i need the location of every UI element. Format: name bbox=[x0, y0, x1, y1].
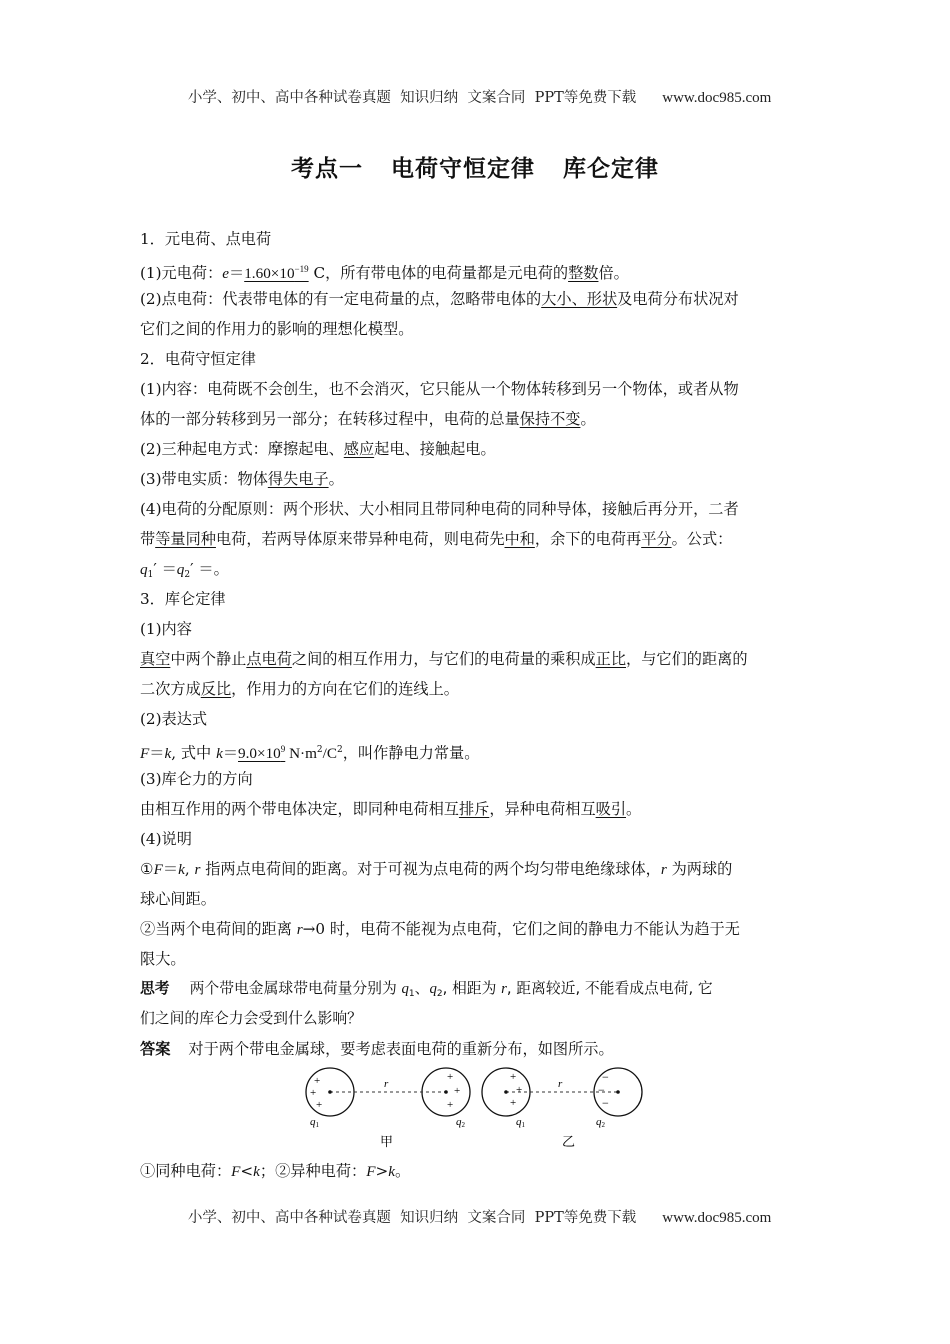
s1-p1-unit: C，所有带电体的电荷量都是元电荷的 bbox=[308, 264, 569, 282]
s3-c1-line2 bbox=[140, 678, 812, 700]
s3-c1-u4: 反比 bbox=[200, 680, 232, 698]
title-part1: 考点一 bbox=[291, 156, 363, 182]
s1-p1-eq: ＝ bbox=[229, 264, 245, 282]
answer-final-a: ①同种电荷： bbox=[140, 1162, 232, 1180]
distance-label: r bbox=[558, 1078, 563, 1090]
s3-c4-2b: 0 时，电荷不能视为点电荷，它们之间的静电力不能认为趋于无 bbox=[315, 920, 740, 938]
s3-c1-d: 二次方成 bbox=[140, 680, 201, 698]
s3-c4-1d: 为两球的 bbox=[666, 860, 733, 878]
s2-p4-underlined2: 中和 bbox=[504, 530, 535, 548]
minus-sign: − bbox=[602, 1096, 609, 1110]
s3-c2-val: 9.0×10 bbox=[238, 745, 281, 762]
s3-c2-heading: (2)表达式 bbox=[140, 710, 208, 728]
s3-c4-2r: r bbox=[296, 921, 303, 938]
s3-c4-F: F bbox=[153, 861, 163, 878]
s3-c3-heading: (3)库仑力的方向 bbox=[140, 770, 253, 788]
s3-c2-eq: ＝ bbox=[149, 744, 165, 762]
minus-sign: − bbox=[598, 1083, 605, 1097]
header-site-link[interactable]: www.doc985.com bbox=[662, 90, 772, 106]
s3-c4-r: r bbox=[194, 861, 201, 878]
answer-line bbox=[140, 1038, 812, 1060]
s3-c4-k: k bbox=[178, 861, 185, 878]
page-title bbox=[0, 150, 950, 183]
think-s1: 1 bbox=[408, 989, 415, 999]
think-line2: 们之间的库仑力会受到什么影响？ bbox=[140, 1010, 362, 1027]
think-c: , 相距为 bbox=[442, 980, 502, 997]
think-line1 bbox=[140, 978, 812, 1005]
s2-p3-pre: (3)带电实质：物体 bbox=[140, 470, 268, 488]
answer-k1: k bbox=[253, 1163, 260, 1180]
s3-c2-eq2: ＝ bbox=[222, 744, 239, 762]
title-part3: 库仑定律 bbox=[563, 156, 659, 182]
s1-p2-underlined: 大小、形状 bbox=[541, 290, 618, 308]
s2-p2-pre: (2)三种起电方式：摩擦起电、 bbox=[140, 440, 344, 458]
plus-sign: + bbox=[314, 1075, 321, 1087]
distance-label: r bbox=[384, 1078, 389, 1090]
s2-p3 bbox=[140, 468, 812, 490]
answer-final bbox=[140, 1160, 812, 1183]
s2-p1-pre: 体的一部分转移到另一部分；在转移过程中，电荷的总量 bbox=[140, 410, 520, 428]
s2-p4-d: 。公式： bbox=[671, 530, 733, 548]
think-d: , 距离较近, 不能看成点电荷, 它 bbox=[506, 980, 713, 997]
section2-heading: 2．电荷守恒定律 bbox=[140, 350, 256, 368]
s3-c2-unit: N·m bbox=[285, 745, 317, 762]
s2-p1-line2 bbox=[140, 408, 812, 430]
s2-p4-c: ，余下的电荷再 bbox=[534, 530, 642, 548]
page-footer bbox=[0, 1190, 950, 1227]
s2-p1-underlined: 保持不变 bbox=[519, 410, 581, 428]
think-q2: q bbox=[429, 981, 437, 997]
s3-c1-c: ，与它们的距离的 bbox=[626, 650, 748, 668]
title-part2: 电荷守恒定律 bbox=[391, 156, 535, 182]
s3-c1-e: ，作用力的方向在它们的连线上。 bbox=[231, 680, 459, 698]
s3-c3-c: 。 bbox=[626, 800, 642, 818]
answer-lt: < bbox=[240, 1162, 254, 1180]
plus-sign: + bbox=[516, 1084, 523, 1096]
s2-p4-q1: q bbox=[140, 561, 148, 578]
s1-p1 bbox=[140, 258, 812, 285]
s3-c2-sq: 2 bbox=[316, 745, 323, 755]
plus-sign: + bbox=[510, 1071, 517, 1083]
s3-c3-u1: 排斥 bbox=[458, 800, 490, 818]
s3-c4-1a: ① bbox=[140, 860, 154, 878]
s2-p4-end: ′ ＝。 bbox=[190, 560, 229, 578]
label-q2: q2 bbox=[456, 1116, 465, 1129]
s1-p1-pre: (1)元电荷： bbox=[140, 264, 223, 282]
s3-c4-line1 bbox=[140, 858, 812, 881]
s3-c1-u3: 正比 bbox=[595, 650, 626, 668]
s2-p3-underlined: 得失电子 bbox=[267, 470, 329, 488]
section3-heading: 3．库仑定律 bbox=[140, 590, 226, 608]
s2-p4-sub1: 1 bbox=[147, 570, 154, 580]
plus-sign: + bbox=[510, 1097, 517, 1109]
s3-c2-exp: 9 bbox=[280, 744, 286, 754]
s2-p4-b: 电荷，若两导体原来带异种电荷，则电荷先 bbox=[215, 530, 505, 548]
s3-c2-sq2: 2 bbox=[337, 745, 343, 755]
label-q2: q2 bbox=[596, 1116, 605, 1129]
s1-p2-pre: (2)点电荷：代表带电体的有一定电荷量的点，忽略带电体的 bbox=[140, 290, 542, 308]
s3-c4-r2: r bbox=[660, 861, 667, 878]
s2-p4-mid: ′ ＝ bbox=[153, 560, 177, 578]
s1-p2-end: 及电荷分布状况对 bbox=[617, 290, 739, 308]
center-dot bbox=[444, 1090, 448, 1094]
s2-p4-underlined1: 等量同种 bbox=[155, 530, 216, 548]
footer-text: 小学、初中、高中各种试卷真题 知识归纳 文案合同 PPT等免费下载 bbox=[187, 1210, 637, 1226]
s1-p1-e: e bbox=[222, 265, 230, 282]
s3-c1-heading: (1)内容 bbox=[140, 620, 192, 638]
s3-c2-unit2: /C bbox=[322, 745, 337, 762]
center-dot bbox=[616, 1090, 620, 1094]
s3-c3-u2: 吸引 bbox=[595, 800, 626, 818]
section1-heading: 1．元电荷、点电荷 bbox=[140, 230, 272, 248]
s3-c1-u1: 真空 bbox=[140, 650, 171, 668]
s3-c4-line2: 球心间距。 bbox=[140, 890, 216, 908]
s3-c4-eq: ＝ bbox=[162, 860, 179, 878]
s2-p2-end: 起电、接触起电。 bbox=[374, 440, 496, 458]
s3-c3-b: ，异种电荷相互 bbox=[489, 800, 596, 818]
s3-c2-value bbox=[238, 745, 285, 762]
s2-p4-a: 带 bbox=[140, 530, 156, 548]
s3-c2-end: ，叫作静电力常量。 bbox=[342, 744, 480, 762]
s3-c1-u2: 点电荷 bbox=[246, 650, 292, 668]
s3-c3-a: 由相互作用的两个带电体决定，即同种电荷相互 bbox=[140, 800, 459, 818]
answer-F2: F bbox=[366, 1163, 376, 1180]
s1-p1-exp: −19 bbox=[294, 264, 309, 274]
label-q1: q1 bbox=[516, 1116, 525, 1129]
charge-distribution-figure bbox=[300, 1062, 650, 1152]
s2-p1-end: 。 bbox=[580, 410, 596, 428]
think-a: 两个带电金属球带电荷量分别为 bbox=[189, 980, 402, 997]
s3-c4-line4: 限大。 bbox=[140, 950, 186, 968]
s2-p4-formula bbox=[140, 558, 812, 586]
s3-c4-arrow: → bbox=[302, 920, 316, 938]
s2-p4-q2: q bbox=[176, 561, 185, 578]
s2-p1-line1: (1)内容：电荷既不会创生，也不会消灭，它只能从一个物体转移到另一个物体，或者从物 bbox=[140, 380, 739, 398]
s1-p2-line1 bbox=[140, 288, 812, 310]
plus-sign: + bbox=[447, 1099, 454, 1111]
answer-gt: > bbox=[375, 1162, 389, 1180]
s1-p1-end: 倍。 bbox=[598, 264, 629, 282]
s3-c4-line3 bbox=[140, 918, 812, 941]
s1-p1-underlined: 整数 bbox=[568, 264, 599, 282]
header-text: 小学、初中、高中各种试卷真题 知识归纳 文案合同 PPT等免费下载 bbox=[187, 90, 637, 106]
s3-c4-1b: , bbox=[184, 860, 195, 878]
s3-c1-a: 中两个静止 bbox=[170, 650, 247, 668]
think-q1: q bbox=[401, 981, 409, 997]
s3-c2-k2: k bbox=[216, 745, 223, 762]
answer-F1: F bbox=[231, 1163, 241, 1180]
caption-yi: 乙 bbox=[562, 1134, 576, 1149]
answer-final-c: 。 bbox=[394, 1162, 411, 1180]
s2-p4-sub2: 2 bbox=[184, 570, 191, 580]
answer-text: 对于两个带电金属球，要考虑表面电荷的重新分布，如图所示。 bbox=[188, 1040, 614, 1058]
s3-c1-b: 之间的相互作用力，与它们的电荷量的乘积成 bbox=[291, 650, 596, 668]
s3-c2-formula bbox=[140, 738, 812, 765]
footer-site-link[interactable]: www.doc985.com bbox=[662, 1210, 772, 1226]
s3-c4-2a: ②当两个电荷间的距离 bbox=[140, 920, 297, 938]
s1-p1-value bbox=[244, 265, 308, 282]
s3-c4-heading: (4)说明 bbox=[140, 830, 192, 848]
answer-k2: k bbox=[388, 1163, 395, 1180]
s2-p4-underlined3: 平分 bbox=[641, 530, 672, 548]
s2-p4-line2 bbox=[140, 528, 812, 550]
think-r: r bbox=[501, 981, 507, 997]
s1-p1-val: 1.60×10 bbox=[244, 265, 295, 282]
minus-sign: − bbox=[602, 1070, 609, 1084]
label-q1: q1 bbox=[310, 1116, 319, 1129]
answer-final-b: ；②异种电荷： bbox=[259, 1162, 367, 1180]
center-dot bbox=[328, 1090, 332, 1094]
s3-c3-line bbox=[140, 798, 812, 820]
s2-p3-end: 。 bbox=[328, 470, 344, 488]
s2-p2 bbox=[140, 438, 812, 460]
center-dot bbox=[504, 1090, 508, 1094]
plus-sign: + bbox=[447, 1071, 454, 1083]
s3-c2-a: , 式中 bbox=[171, 744, 217, 762]
s3-c2-k: k bbox=[164, 745, 172, 762]
answer-label: 答案 bbox=[140, 1040, 171, 1058]
plus-sign: + bbox=[316, 1099, 323, 1111]
caption-jia: 甲 bbox=[380, 1134, 394, 1149]
think-s2: 2 bbox=[436, 989, 443, 999]
s1-p2-line2: 它们之间的作用力的影响的理想化模型。 bbox=[140, 320, 414, 338]
think-label: 思考 bbox=[140, 980, 170, 997]
page-header bbox=[0, 70, 950, 107]
s2-p4-line1: (4)电荷的分配原则：两个形状、大小相同且带同种电荷的同种导体，接触后再分开，二者 bbox=[140, 500, 739, 518]
s3-c1-line1 bbox=[140, 648, 812, 670]
s3-c4-1c: 指两点电荷间的距离。对于可视为点电荷的两个均匀带电绝缘球体， bbox=[200, 860, 661, 878]
s2-p2-underlined: 感应 bbox=[343, 440, 375, 458]
think-b: 、 bbox=[414, 980, 430, 997]
s3-c2-F: F bbox=[140, 745, 150, 762]
plus-sign: + bbox=[454, 1085, 461, 1097]
plus-sign: + bbox=[310, 1087, 317, 1099]
